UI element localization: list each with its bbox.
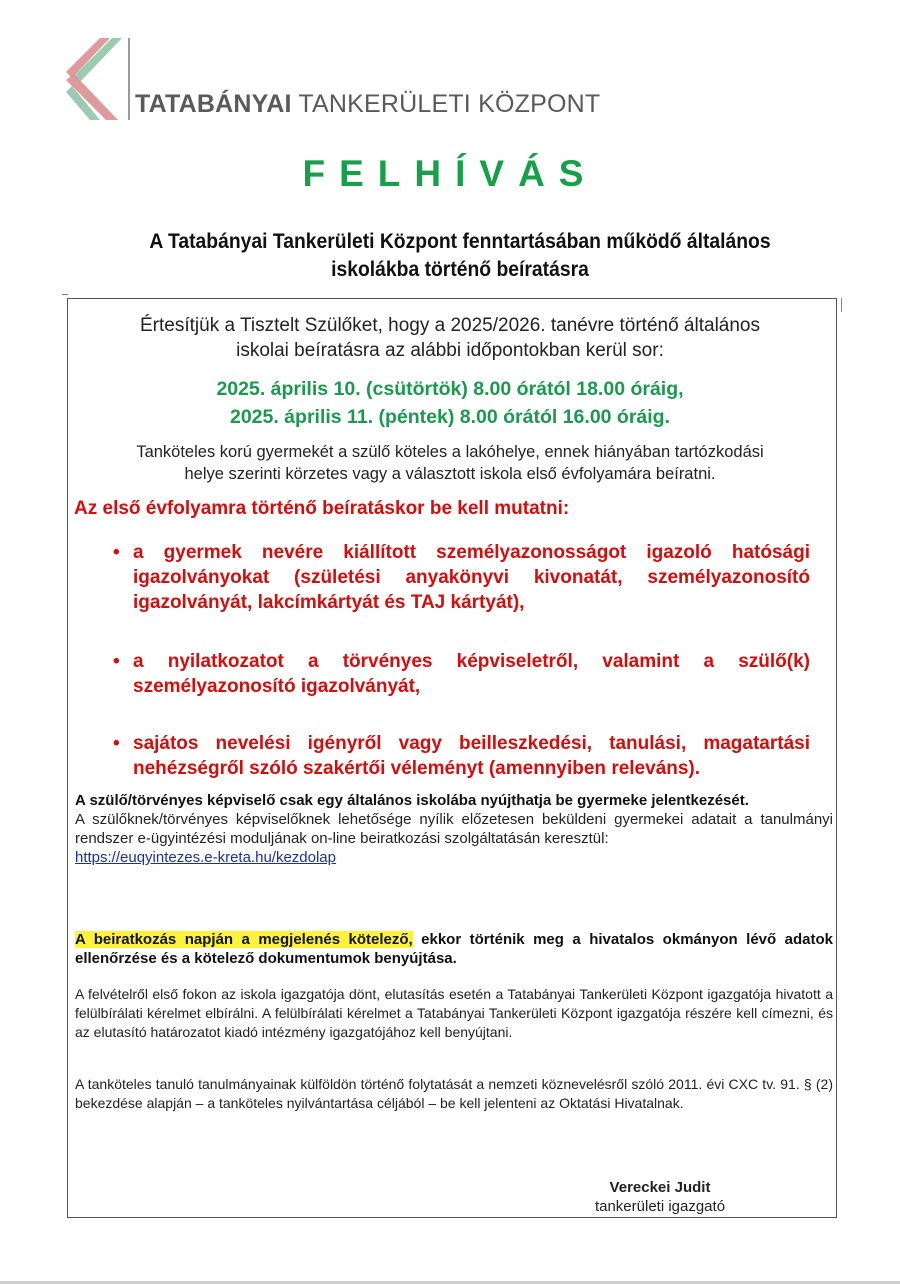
enrollment-date-2: 2025. április 11. (péntek) 8.00 órától 16.00 óráig. (229, 406, 671, 428)
highlighted-text: A beiratkozás napján a megjelenés kötelező, (75, 931, 413, 948)
signatory-role: tankerületi igazgató (594, 1198, 726, 1215)
document-title: FELHÍVÁS (302, 153, 598, 194)
requirements-heading: Az első évfolyamra történő beíratáskor be kell mutatni: (74, 498, 570, 519)
mandatory-attendance-paragraph (75, 930, 833, 968)
subtitle-line-1: A Tatabányai Tankerületi Központ fenntartásában működő általános (149, 230, 771, 253)
bullet-icon: • (113, 542, 120, 563)
bullet-icon: • (113, 733, 120, 754)
logo-k-mark-icon (66, 38, 122, 120)
corner-mark (841, 298, 842, 312)
subtitle-line-2: iskolákba történő beíratásra (331, 258, 589, 281)
intro-line-1: Értesítjük a Tisztelt Szülőket, hogy a 2025/2026. tanévre történő általános (140, 315, 760, 336)
mandatory-attendance-text: ekkor történik meg a hivatalos okmányon lévő adatok ellenőrzése és a kötelező dokumentumok benyújtása. (75, 931, 833, 967)
online-enrollment-text: A szülőknek/törvényes képviselőknek lehetősége nyílik előzetesen beküldeni gyermekei adatait a tanulmányi rendszer e-ügyintézési moduljának on-line beiratkozási szolgáltatásán keresztül: (75, 811, 833, 847)
requirement-item (113, 540, 810, 615)
corner-mark (62, 294, 68, 295)
duty-line-2: helye szerinti körzetes vagy a választott iskola első évfolyamára beíratni. (184, 465, 716, 483)
duty-text (60, 441, 840, 485)
bullet-icon: • (113, 651, 120, 672)
signatory-name: Vereckei Judit (609, 1179, 711, 1196)
e-kreta-link[interactable]: https://euqyintezes.e-kreta.hu/kezdolap (75, 849, 336, 866)
enrollment-dates (60, 375, 840, 431)
logo-divider (128, 38, 130, 120)
requirement-item (113, 649, 810, 699)
one-school-notice: A szülő/törvényes képviselő csak egy általános iskolába nyújthatja be gyermeke jelentkezését. (75, 792, 749, 809)
logo-text-rest: TANKERÜLETI KÖZPONT (298, 90, 601, 118)
requirement-text: sajátos nevelési igényről vagy beilleszkedési, tanulási, magatartási nehézségről szóló szakértői véleményt (amennyiben releváns). (133, 733, 810, 779)
requirements-list (113, 540, 810, 815)
intro-text (60, 313, 840, 363)
logo-text-bold: TATABÁNYAI (135, 90, 292, 118)
requirement-item (113, 731, 810, 781)
abroad-studies-paragraph: A tanköteles tanuló tanulmányainak külföldön történő folytatását a nemzeti köznevelésről szóló 2011. évi CXC tv. 91. § (2) bekezdése alapján – a tanköteles nyilvántartása céljából – be kell jelenteni az Oktatási Hivatalnak. (75, 1076, 833, 1111)
requirement-text: a nyilatkozatot a törvényes képviseletről, valamint a szülő(k) személyazonosító igazolványát, (133, 651, 810, 697)
document-subtitle (92, 228, 828, 284)
intro-line-2: iskolai beíratásra az alábbi időpontokban kerül sor: (236, 340, 664, 361)
logo-text (135, 90, 600, 119)
requirement-text: a gyermek nevére kiállított személyazonosságot igazoló hatósági igazolványokat (születési anyakönyvi kivonatát, személyazonosító igazolványát, lakcímkártyát és TAJ kártyát), (133, 542, 810, 613)
enrollment-date-1: 2025. április 10. (csütörtök) 8.00 órától 18.00 óráig, (216, 378, 684, 400)
duty-line-1: Tanköteles korú gyermekét a szülő köteles a lakóhelye, ennek hiányában tartózkodási (136, 443, 764, 461)
appeal-paragraph: A felvételről első fokon az iskola igazgatója dönt, elutasítás esetén a Tatabányai Tankerületi Központ igazgatója hivatott a felülbírálati kérelmet elbírálni. A felülbírálati kérelmet a Tatabányai Tankerületi Központ igazgatója részére kell címezni, és az elutasító határozatot kiadó intézmény igazgatójához kell benyújtani. (75, 986, 833, 1040)
online-enrollment-paragraph (75, 791, 833, 867)
